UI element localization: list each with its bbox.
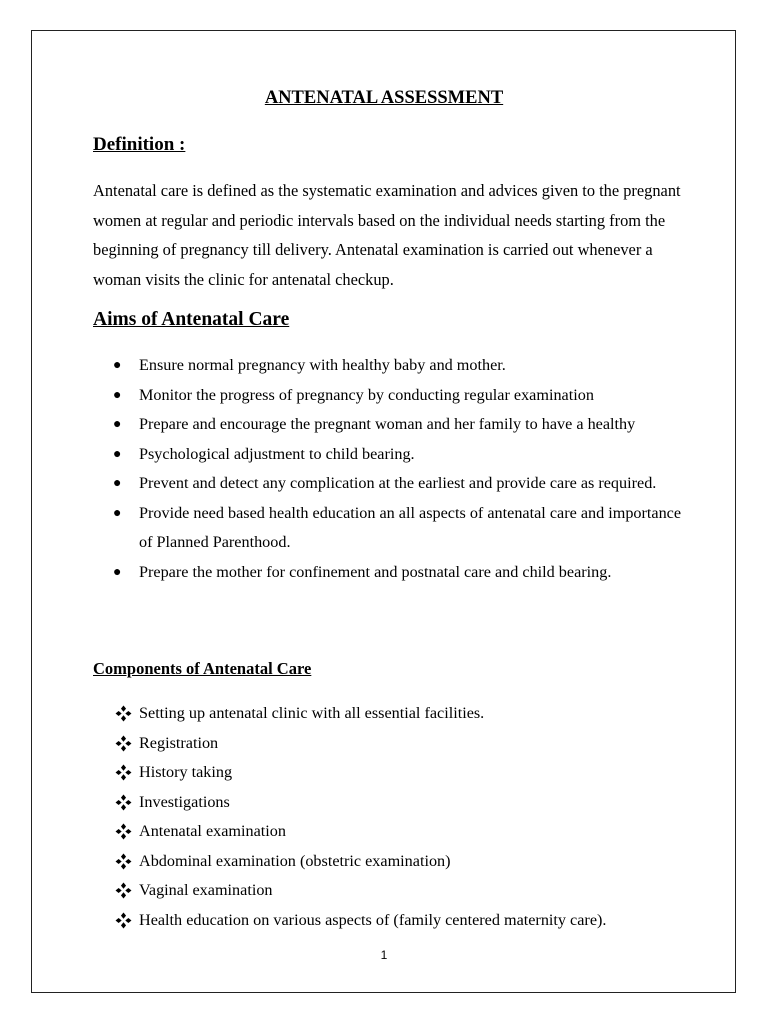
component-text: History taking (139, 763, 233, 781)
four-diamond-bullet-icon (115, 794, 132, 811)
aim-text: Monitor the progress of pregnancy by conducting regular examination (139, 385, 594, 404)
four-diamond-bullet-icon (115, 912, 132, 929)
list-item (93, 410, 683, 440)
four-diamond-bullet-icon (115, 823, 132, 840)
bullet-icon: ● (113, 446, 122, 462)
aims-heading: Aims of Antenatal Care (93, 309, 290, 330)
component-text: Registration (139, 733, 219, 752)
page-title: ANTENATAL ASSESSMENT (264, 88, 504, 108)
four-diamond-bullet-icon (115, 735, 132, 752)
list-item (93, 906, 693, 936)
bullet-icon: ● (113, 387, 122, 403)
component-text: Vaginal examination (139, 881, 273, 899)
aim-text: Ensure normal pregnancy with healthy baby and mother. (139, 356, 506, 374)
components-list (93, 699, 693, 935)
list-item (93, 817, 693, 847)
list-item (93, 699, 693, 729)
bullet-icon: ● (113, 476, 122, 491)
list-item (93, 788, 693, 818)
aim-text: Provide need based health education an all aspects of antenatal care and importance of Planned Parenthood. (139, 503, 682, 551)
list-item (93, 499, 683, 558)
bullet-icon: ● (113, 505, 122, 521)
bullet-icon: ● (113, 564, 122, 580)
list-item (93, 729, 693, 759)
bullet-icon: ● (113, 358, 122, 373)
component-text: Health education on various aspects of (family centered maternity care). (139, 910, 607, 929)
component-text: Antenatal examination (139, 822, 286, 840)
definition-paragraph: Antenatal care is defined as the systematic examination and advices given to the pregnant women at regular and periodic intervals based on the individual needs starting from the beginning of pregnancy till delivery. Antenatal examination is carried out whenever a woman visits the clinic for antenatal checkup. (93, 181, 681, 289)
list-item (93, 876, 693, 906)
list-item (93, 440, 683, 470)
four-diamond-bullet-icon (115, 882, 132, 899)
components-heading: Components of Antenatal Care (93, 659, 312, 678)
four-diamond-bullet-icon (115, 853, 132, 870)
aim-text: Prevent and detect any complication at the earliest and provide care as required. (139, 474, 657, 492)
four-diamond-bullet-icon (115, 764, 132, 781)
definition-heading: Definition : (93, 134, 186, 155)
list-item (93, 558, 683, 588)
component-text: Setting up antenatal clinic with all essential facilities. (139, 704, 485, 722)
aim-text: Prepare the mother for confinement and postnatal care and child bearing. (139, 562, 612, 581)
page-number: 1 (380, 948, 388, 962)
list-item (93, 758, 693, 788)
aim-text: Psychological adjustment to child bearing. (139, 444, 415, 463)
aims-list (93, 351, 683, 587)
component-text: Abdominal examination (obstetric examination) (139, 851, 451, 870)
component-text: Investigations (139, 792, 230, 811)
list-item (93, 847, 693, 877)
list-item (93, 381, 683, 411)
list-item (93, 351, 683, 381)
aim-text: Prepare and encourage the pregnant woman and her family to have a healthy (139, 415, 636, 433)
four-diamond-bullet-icon (115, 705, 132, 722)
bullet-icon: ● (113, 417, 122, 432)
list-item (93, 469, 683, 499)
